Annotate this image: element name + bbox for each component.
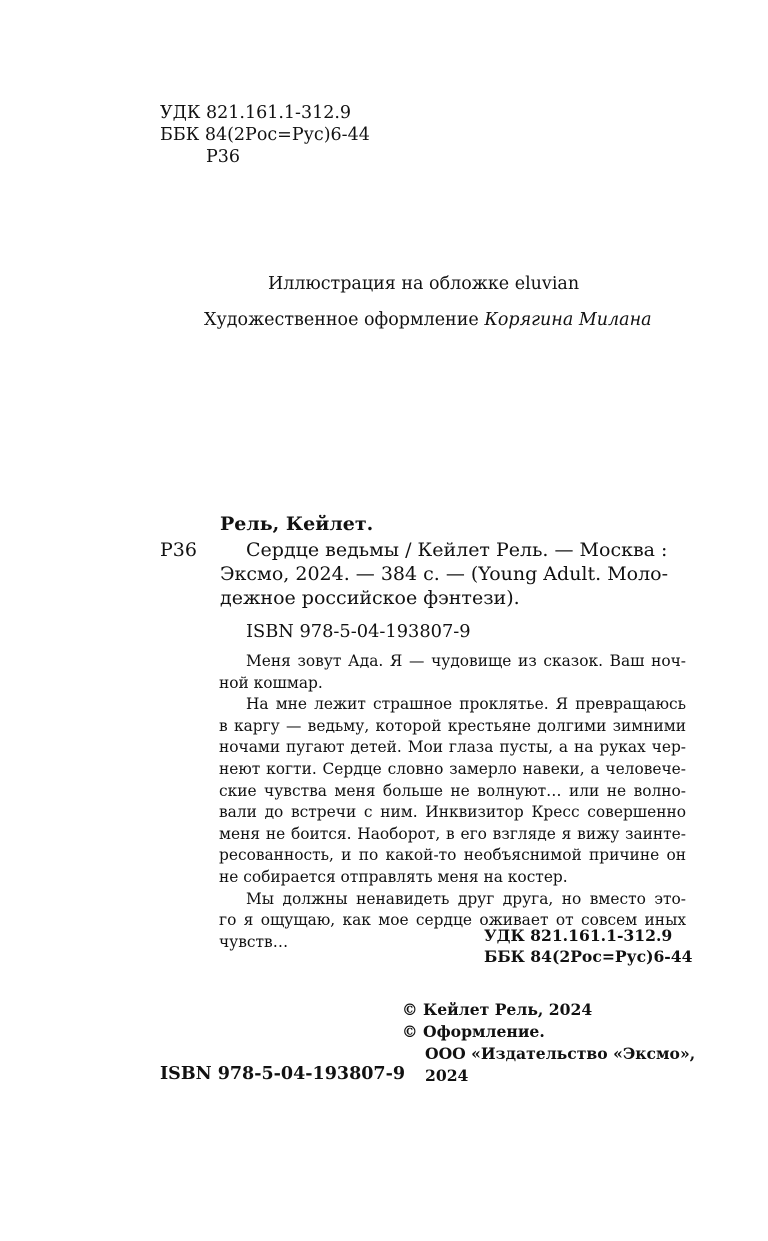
annotation-line: ной кошмар. <box>219 673 323 692</box>
udk-code: УДК 821.161.1-312.9 <box>160 103 352 123</box>
annotation-line: меня не боится. Наоборот, в его взгляде я вижу заинте- <box>219 824 686 843</box>
annotation <box>219 651 686 953</box>
author-sign: Р36 <box>206 147 241 167</box>
annotation-line: вали до встречи с ним. Инквизитор Кресс совершенно <box>219 803 686 822</box>
annotation-line: го я ощущаю, как мое сердце оживает от совсем иных <box>219 911 686 930</box>
copyright-year: 2024 <box>425 1066 469 1085</box>
design-credit-name: Корягина Милана <box>484 310 652 330</box>
bib-line: дежное российское фэнтези). <box>220 587 520 609</box>
bib-line: Сердце ведьмы / Кейлет Рель. — Москва : <box>246 539 668 561</box>
bbk-code-bottom: ББК 84(2Рос=Рус)6-44 <box>484 947 693 966</box>
bib-isbn: ISBN 978-5-04-193807-9 <box>246 621 471 642</box>
design-credit-label: Художественное оформление <box>204 310 485 330</box>
annotation-line: неют когти. Сердце словно замерло навеки, а человече- <box>219 759 686 778</box>
udk-code-bottom: УДК 821.161.1-312.9 <box>484 926 673 945</box>
bib-line: Эксмо, 2024. — 384 с. — (Young Adult. Моло- <box>220 563 669 585</box>
copyright-design: © Оформление. <box>402 1022 545 1041</box>
copyright-author: © Кейлет Рель, 2024 <box>402 1000 593 1019</box>
author-heading: Рель, Кейлет. <box>220 513 374 535</box>
annotation-line: не собирается отправлять меня на костер. <box>219 867 568 886</box>
bbk-code: ББК 84(2Рос=Рус)6-44 <box>160 125 370 145</box>
copyright-publisher: ООО «Издательство «Эксмо», <box>425 1044 696 1063</box>
annotation-line: Мы должны ненавидеть друг друга, но вместо это- <box>246 889 686 908</box>
annotation-line: ресованность, и по какой-то необъяснимой причине он <box>219 846 686 865</box>
annotation-line: в каргу — ведьму, которой крестьяне долгими зимними <box>219 716 686 735</box>
illustration-credit: Иллюстрация на обложке eluvian <box>268 274 580 294</box>
annotation-line: чувств… <box>219 932 289 951</box>
annotation-line: ночами пугают детей. Мои глаза пусты, а на руках чер- <box>219 738 686 757</box>
annotation-line: Меня зовут Ада. Я — чудовище из сказок. Ваш ноч- <box>246 652 686 670</box>
bib-author-sign: Р36 <box>160 539 197 561</box>
annotation-line: На мне лежит страшное проклятье. Я превращаюсь <box>246 695 686 714</box>
footer-isbn: ISBN 978-5-04-193807-9 <box>160 1064 406 1084</box>
annotation-line: ские чувства меня больше не волнуют… или не волно- <box>219 781 686 800</box>
design-credit <box>204 309 652 331</box>
